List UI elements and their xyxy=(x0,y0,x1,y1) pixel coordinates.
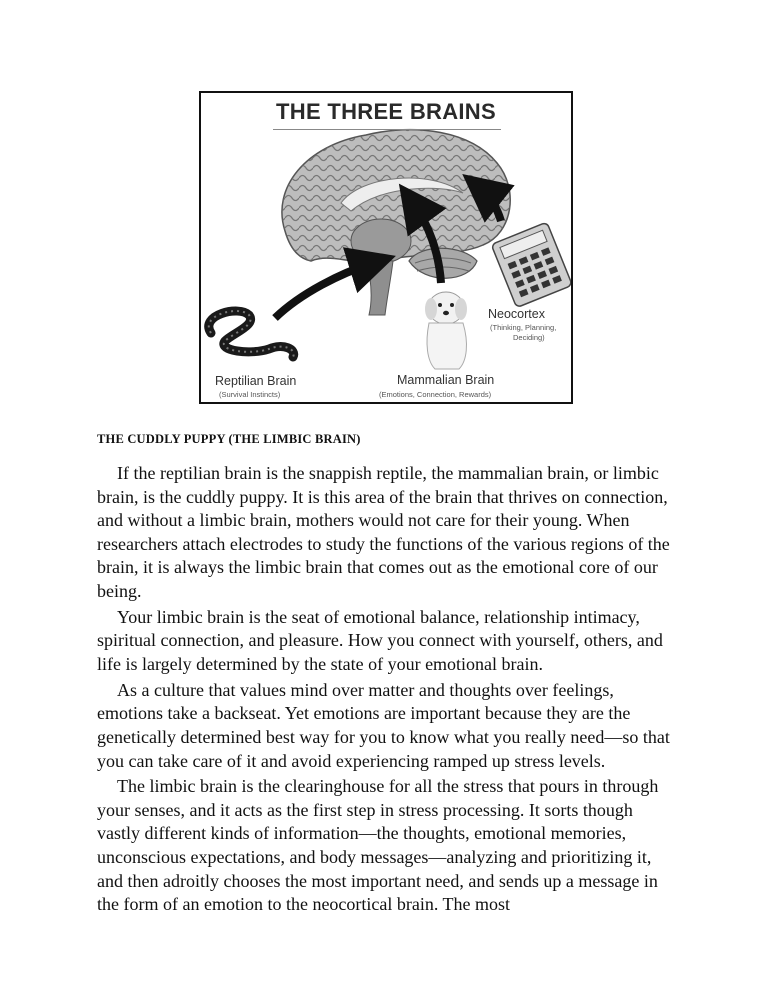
body-text xyxy=(97,462,677,919)
three-brains-illustration xyxy=(201,93,573,404)
paragraph: The limbic brain is the clearinghouse for all the stress that pours in through your senses, and it acts as the first step in stress processing. It sorts though vastly different kinds of information—the thoughts, emotional memories, unconscious expectations, and body messages—analyzing and prioritizing it, and then adroitly chooses the most important need, and sends up a message in the form of an emotion to the neocortical brain. The most xyxy=(97,776,659,915)
figure-title-rule xyxy=(273,129,501,130)
paragraph: If the reptilian brain is the snappish reptile, the mammalian brain, or limbic brain, is the cuddly puppy. It is this area of the brain that thrives on connection, and without a limbic brain, mothers would not care for their young. When researchers attach electrodes to study the functions of the various regions of the brain, it is always the limbic brain that comes out as the emotional core of our being. xyxy=(97,463,670,601)
reptilian-sub-label: (Survival Instincts) xyxy=(219,390,281,399)
paragraph: As a culture that values mind over matter and thoughts over feelings, emotions take a backseat. Yet emotions are important because they are the genetically determined best way for you to know what you really need—so that you can take care of it and avoid experiencing ramped up stress levels. xyxy=(97,679,670,771)
calculator-drawing xyxy=(491,222,572,308)
mammalian-sub-label: (Emotions, Connection, Rewards) xyxy=(379,390,492,399)
neocortex-sub-label-2: Deciding) xyxy=(513,333,545,342)
figure-title: THE THREE BRAINS xyxy=(276,99,496,124)
snake-drawing xyxy=(209,311,294,357)
section-heading: THE CUDDLY PUPPY (THE LIMBIC BRAIN) xyxy=(97,432,361,446)
puppy-drawing xyxy=(425,292,467,369)
reptilian-label: Reptilian Brain xyxy=(215,374,297,388)
paragraph: Your limbic brain is the seat of emotional balance, relationship intimacy, spiritual connection, and pleasure. How you connect with yourself, others, and life is largely determined by the state of your emotional brain. xyxy=(97,606,663,674)
three-brains-figure xyxy=(199,91,573,404)
neocortex-sub-label-1: (Thinking, Planning, xyxy=(490,323,557,332)
neocortex-label: Neocortex xyxy=(488,307,545,321)
mammalian-label: Mammalian Brain xyxy=(397,373,495,387)
